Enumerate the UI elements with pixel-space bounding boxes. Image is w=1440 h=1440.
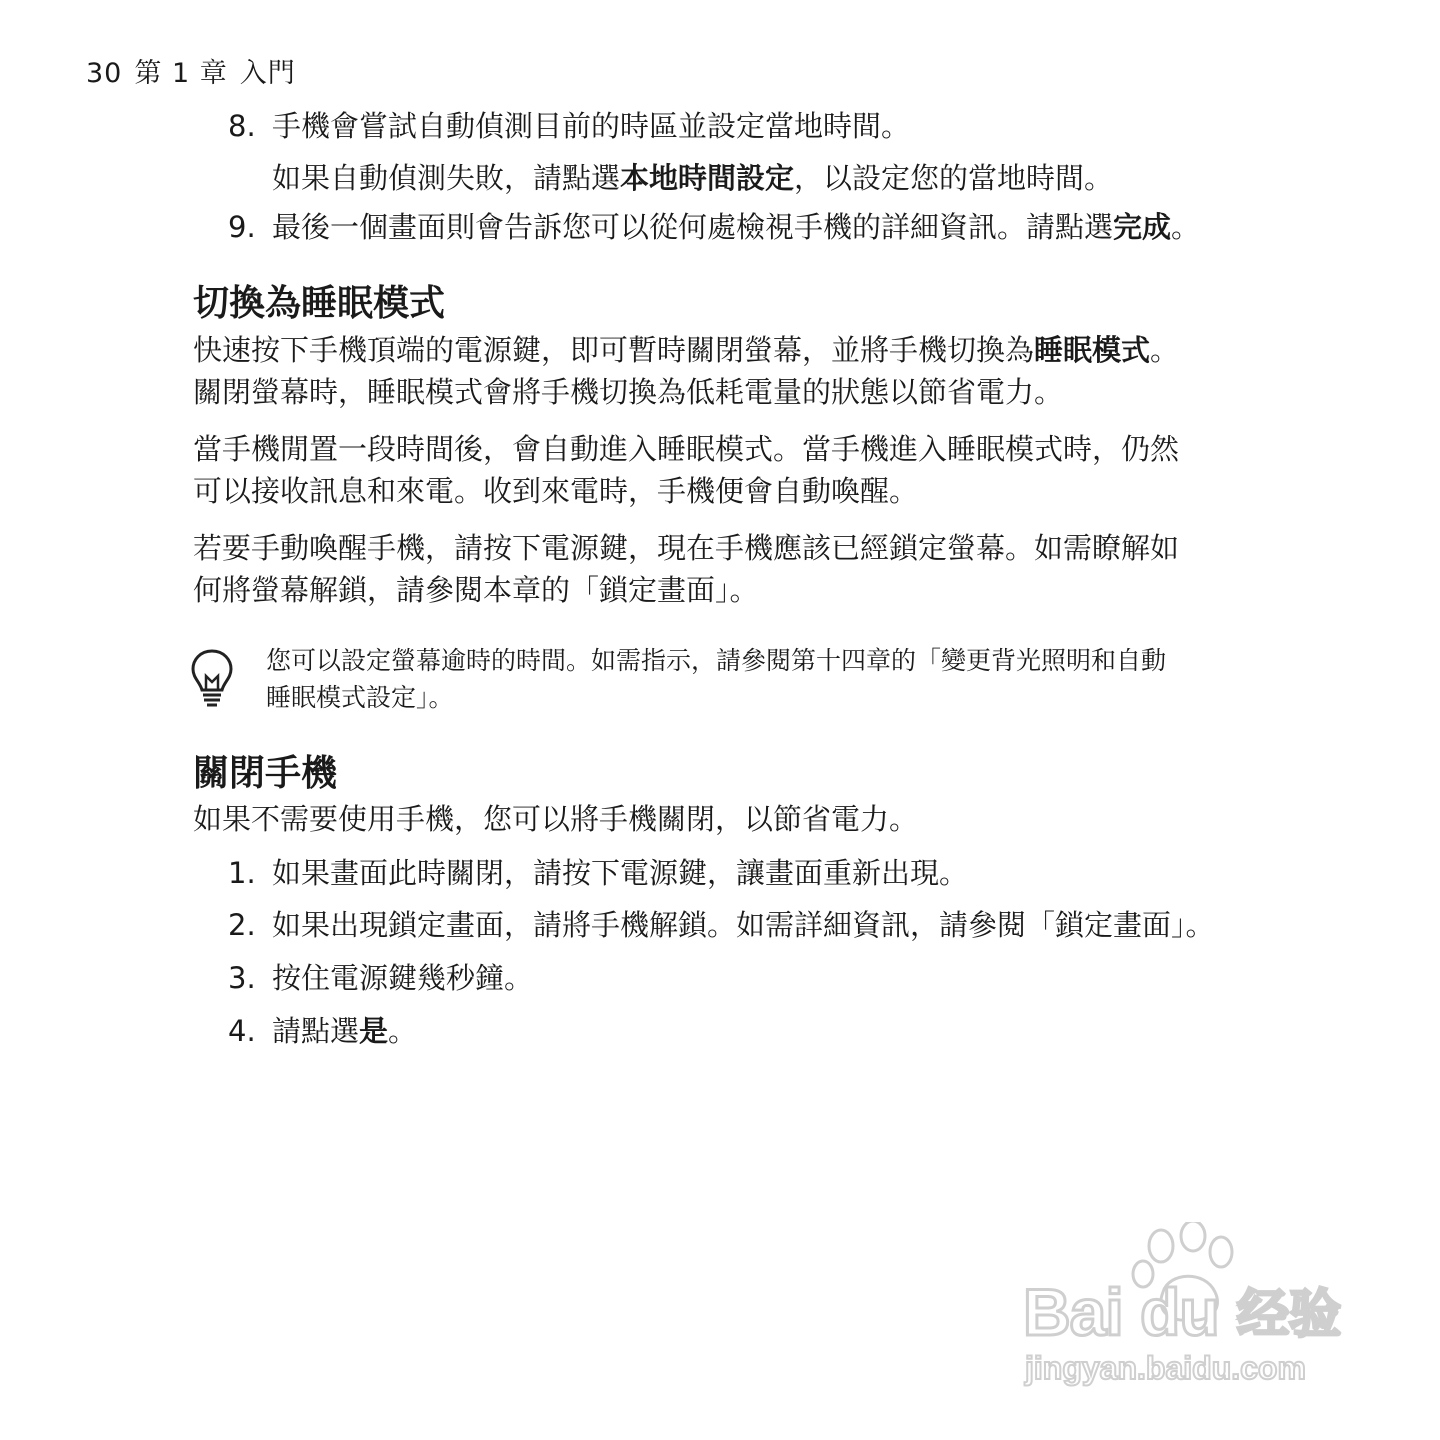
step-number: 9.	[228, 210, 256, 244]
bold-term-sleep-mode: 睡眠模式	[1034, 333, 1151, 367]
section-heading-sleep-mode: 切換為睡眠模式	[193, 283, 446, 324]
paragraph-line	[193, 329, 1308, 371]
page-number: 30	[86, 58, 123, 89]
paragraph-line: 若要手動喚醒手機，請按下電源鍵，現在手機應該已經鎖定螢幕。如需瞭解如	[193, 531, 1180, 565]
tip-line: 您可以設定螢幕逾時的時間。如需指示，請參閱第十四章的「變更背光照明和自動	[266, 646, 1167, 675]
tip-note	[266, 642, 1306, 716]
step-text	[272, 1014, 417, 1048]
paragraph-line: 關閉螢幕時，睡眠模式會將手機切換為低耗電量的狀態以節省電力。	[193, 375, 1064, 409]
watermark-url: jingyan.baidu.com	[1025, 1350, 1306, 1386]
step-text: 如果畫面此時關閉，請按下電源鍵，讓畫面重新出現。	[272, 856, 969, 890]
list-item-power-step-2	[228, 905, 1215, 945]
step-text: 如果出現鎖定畫面，請將手機解鎖。如需詳細資訊，請參閱「鎖定畫面」。	[272, 908, 1215, 942]
list-item-step-9	[228, 207, 1200, 247]
list-item-power-step-4	[228, 1011, 417, 1051]
power-off-intro	[193, 798, 1308, 840]
baidu-jingyan-watermark	[1015, 1222, 1360, 1392]
step-number: 3.	[228, 961, 256, 995]
sleep-paragraph-3	[193, 527, 1308, 611]
bold-term-yes: 是	[359, 1014, 389, 1048]
step-text: 按住電源鍵幾秒鐘。	[272, 961, 534, 995]
step-text	[272, 210, 1200, 244]
step-number: 8.	[228, 109, 256, 143]
step-text-end: 。	[1171, 210, 1201, 244]
watermark-brand: Bai du	[1023, 1275, 1219, 1349]
line-text-end: 。	[1150, 333, 1180, 367]
lightbulb-icon	[190, 648, 234, 710]
sleep-paragraph-2	[193, 428, 1308, 512]
paragraph-line: 可以接收訊息和來電。收到來電時，手機便會自動喚醒。	[193, 474, 919, 508]
continuation-text-end: ，以設定您的當地時間。	[794, 161, 1114, 195]
step-text-start: 請點選	[272, 1014, 360, 1048]
continuation-text: 如果自動偵測失敗，請點選	[272, 161, 621, 195]
section-heading-power-off: 關閉手機	[193, 753, 338, 794]
list-item-step-8	[228, 106, 910, 146]
step-8-continuation	[272, 158, 1113, 198]
bold-term-done: 完成	[1113, 210, 1172, 244]
step-number: 1.	[228, 856, 256, 890]
paragraph-line: 如果不需要使用手機，您可以將手機關閉，以節省電力。	[193, 802, 919, 836]
list-item-power-step-1	[228, 853, 968, 893]
paragraph-line: 當手機閒置一段時間後，會自動進入睡眠模式。當手機進入睡眠模式時，仍然	[193, 432, 1180, 466]
step-number: 4.	[228, 1014, 256, 1048]
tip-line: 睡眠模式設定」。	[266, 683, 454, 712]
chapter-label: 第 1 章	[134, 58, 228, 89]
step-text: 手機會嘗試自動偵測目前的時區並設定當地時間。	[272, 109, 911, 143]
watermark-product: 经验	[1237, 1285, 1342, 1345]
bold-term-local-time: 本地時間設定	[620, 161, 795, 195]
list-item-power-step-3	[228, 958, 533, 998]
page-header	[86, 56, 296, 92]
step-number: 2.	[228, 908, 256, 942]
sleep-paragraph-1	[193, 329, 1308, 413]
step-text-end: 。	[388, 1014, 418, 1048]
paragraph-line: 何將螢幕解鎖，請參閱本章的「鎖定畫面」。	[193, 573, 759, 607]
step-text-start: 最後一個畫面則會告訴您可以從何處檢視手機的詳細資訊。請點選	[272, 210, 1114, 244]
line-text: 快速按下手機頂端的電源鍵，即可暫時關閉螢幕，並將手機切換為	[193, 333, 1035, 367]
chapter-title: 入門	[239, 58, 296, 89]
